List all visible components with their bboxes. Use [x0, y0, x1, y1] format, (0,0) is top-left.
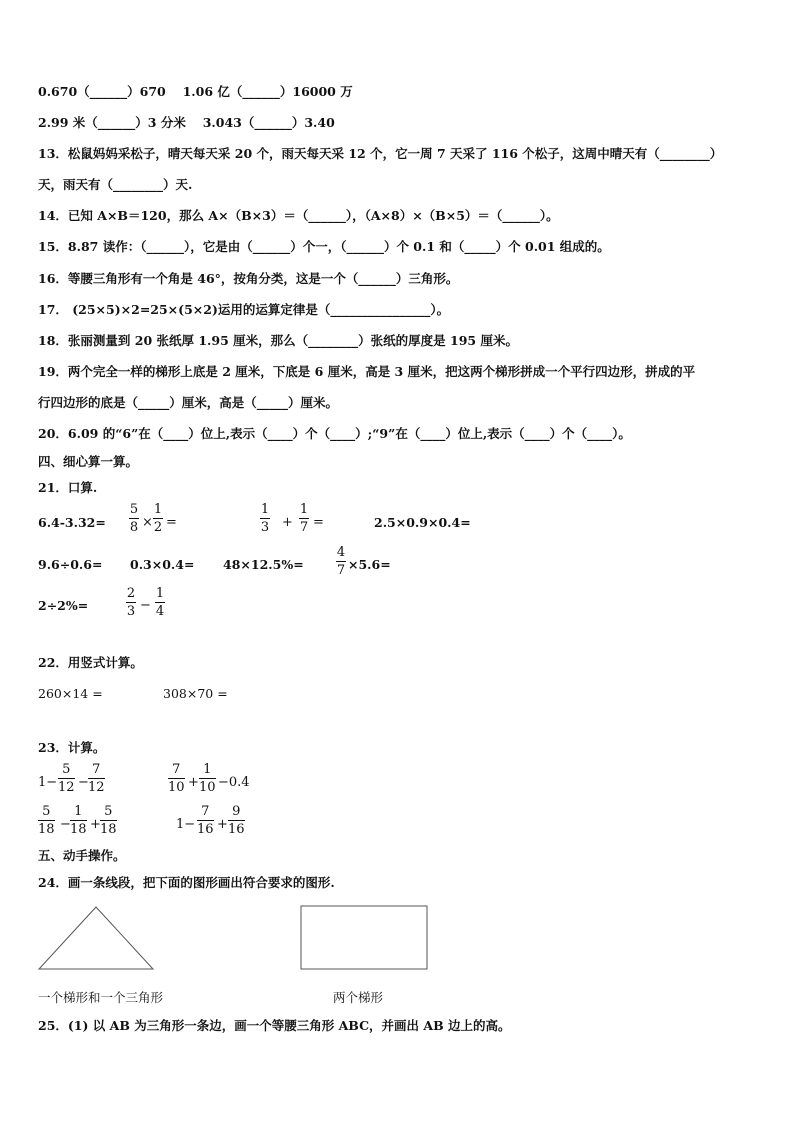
fraction-4-7: 4 7 [336, 545, 346, 578]
fraction-1-10: 1 10 [199, 762, 216, 795]
calc-21d: 9.6÷0.6= [38, 557, 103, 572]
question-15: 15．8.87 读作：（______），它是由（______）个一，（______）个 0.1 和（_____）个 0.01 组成的。 [38, 239, 610, 254]
calc-21e: 0.3×0.4= [130, 557, 195, 572]
calc-21g: ×5.6= [348, 557, 391, 572]
fraction-5-18: 5 18 [38, 804, 55, 837]
vertical-calc-a: 260×14 = [38, 686, 103, 701]
question-25: 25．(1) 以 AB 为三角形一条边，画一个等腰三角形 ABC，并画出 AB 边上的高。 [38, 1018, 511, 1033]
plus-sign: + [282, 515, 293, 530]
question-17: 17． (25×5)×2=25×(5×2)运用的运算定律是（________________）。 [38, 302, 450, 317]
minus-sign: − [78, 775, 89, 790]
question-22: 22．用竖式计算。 [38, 655, 143, 670]
times-sign: × [142, 515, 153, 530]
fraction-7-10: 7 10 [168, 762, 185, 795]
question-14: 14．已知 A×B＝120，那么 A×（B×3）＝（______），（A×8）×（B×5）＝（______）。 [38, 208, 559, 223]
fraction-5-18: 5 18 [100, 804, 117, 837]
question-21: 21．口算. [38, 480, 98, 495]
fraction-1-7: 1 7 [299, 502, 309, 535]
plus-sign: + [217, 817, 228, 832]
vertical-calc-b: 308×70 = [163, 686, 228, 701]
fraction-7-12: 7 12 [88, 762, 105, 795]
triangle-figure [36, 904, 156, 972]
question-13-cont: 天，雨天有（________）天. [38, 177, 193, 192]
one-minus: 1− [176, 817, 196, 832]
fraction-1-2: 1 2 [153, 502, 163, 535]
minus-sign: − [60, 817, 71, 832]
calc-21f: 48×12.5%= [223, 557, 304, 572]
minus-sign: − [140, 598, 151, 613]
fraction-5-12: 5 12 [58, 762, 75, 795]
plus-sign: + [188, 775, 199, 790]
rectangle-figure [300, 905, 430, 971]
fraction-2-3: 2 3 [126, 586, 136, 619]
question-19: 19．两个完全一样的梯形上底是 2 厘米，下底是 6 厘米，高是 3 厘米，把这两个梯形拼成一个平行四边形，拼成的平 [38, 364, 696, 379]
equals-sign: = [166, 515, 177, 530]
one-minus: 1− [38, 775, 58, 790]
caption-trapezoid-triangle: 一个梯形和一个三角形 [38, 990, 164, 1005]
question-18: 18．张丽测量到 20 张纸厚 1.95 厘米，那么（________）张纸的厚度是 195 厘米。 [38, 333, 518, 348]
section-5-heading: 五、动手操作。 [38, 848, 126, 863]
fraction-5-8: 5 8 [129, 502, 139, 535]
fraction-1-18: 1 18 [70, 804, 87, 837]
fraction-9-16: 9 16 [228, 804, 245, 837]
fraction-1-3: 1 3 [260, 502, 270, 535]
caption-two-trapezoids: 两个梯形 [333, 990, 384, 1005]
question-20: 20．6.09 的“6”在（____）位上,表示（____）个（____）;“9”在（____）位上,表示（____）个（____）。 [38, 426, 631, 441]
question-19-cont: 行四边形的底是（_____）厘米，高是（_____）厘米。 [38, 395, 339, 410]
plus-sign: + [90, 817, 101, 832]
equals-sign: = [313, 515, 324, 530]
line-compare-1: 0.670（______）670 1.06 亿（______）16000 万 [38, 84, 353, 99]
question-16: 16．等腰三角形有一个角是 46°，按角分类，这是一个（______）三角形。 [38, 271, 459, 286]
section-4-heading: 四、细心算一算。 [38, 454, 139, 469]
question-13: 13．松鼠妈妈采松子，晴天每天采 20 个，雨天每天采 12 个，它一周 7 天采了 116 个松子，这周中晴天有（________） [38, 146, 723, 161]
fraction-7-16: 7 16 [197, 804, 214, 837]
calc-21a: 6.4-3.32= [38, 515, 106, 530]
question-23: 23．计算。 [38, 740, 106, 755]
fraction-1-4: 1 4 [155, 586, 165, 619]
line-compare-2: 2.99 米（______）3 分米 3.043（______）3.40 [38, 115, 335, 130]
calc-21c: 2.5×0.9×0.4= [374, 515, 471, 530]
calc-21h: 2÷2%= [38, 598, 89, 613]
question-24: 24．画一条线段，把下面的图形画出符合要求的图形. [38, 875, 335, 890]
minus-point-four: −0.4 [218, 775, 250, 790]
